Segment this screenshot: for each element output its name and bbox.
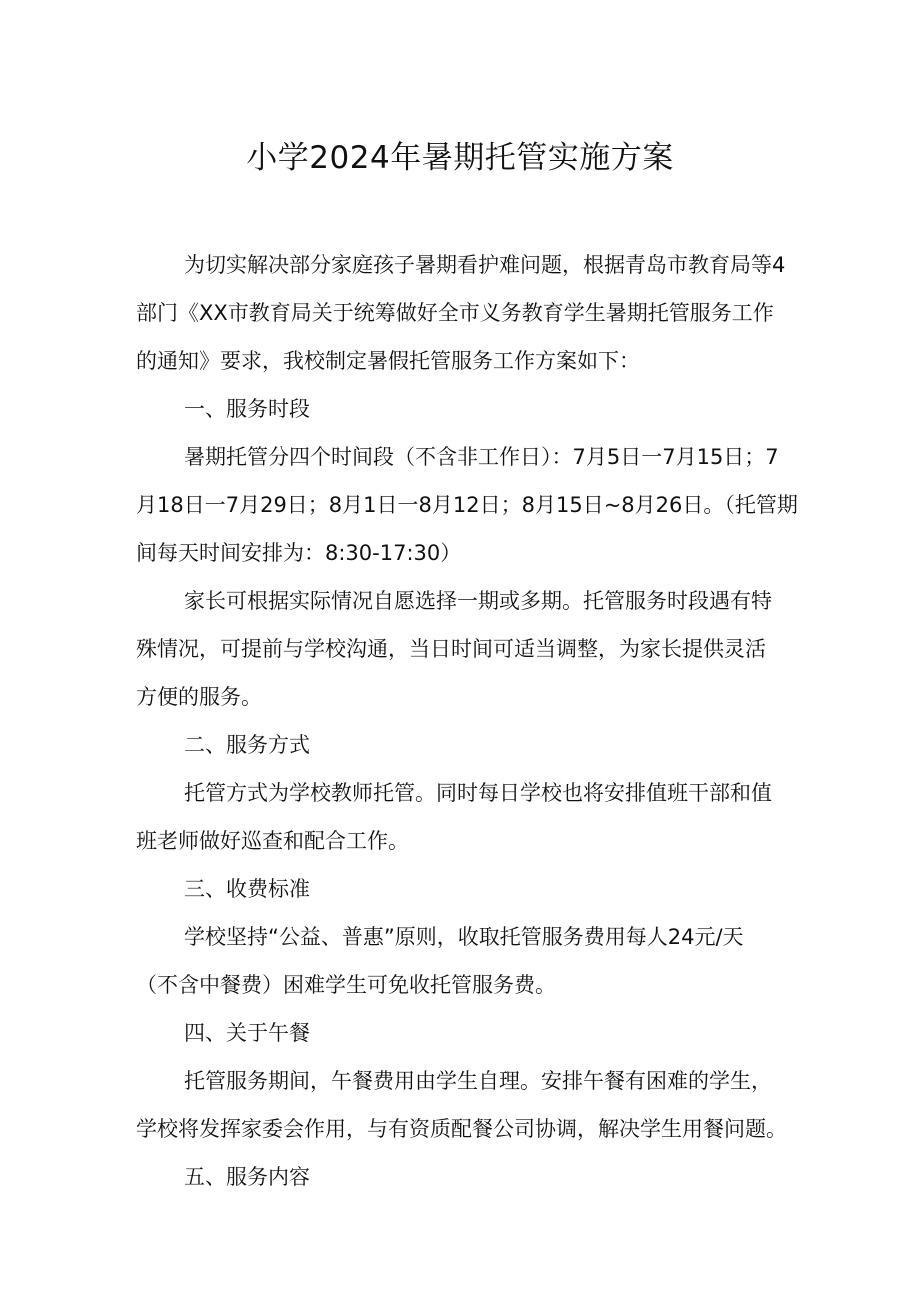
text-line: 间每天时间安排为：8:30-17:30）: [136, 541, 462, 565]
paragraph-lunch: [136, 1057, 796, 1153]
text-line: 托管服务期间，午餐费用由学生自理。安排午餐有困难的学生，: [184, 1069, 772, 1093]
document-body: [136, 241, 796, 1201]
text-line: 家长可根据实际情况自愿选择一期或多期。托管服务时段遇有特: [184, 589, 772, 613]
text-line: 为切实解决部分家庭孩子暑期看护难问题，根据青岛市教育局等4: [184, 253, 786, 277]
paragraph-method: [136, 769, 796, 865]
text-line: 托管方式为学校教师托管。同时每日学校也将安排值班干部和值: [184, 781, 772, 805]
paragraph-periods: [136, 433, 796, 577]
text-line: 四、关于午餐: [184, 1021, 310, 1045]
text-line: 暑期托管分四个时间段（不含非工作日）：7月5日一7月15日；7: [184, 445, 779, 469]
section-heading-service-method: [136, 721, 796, 769]
text-line: 班老师做好巡查和配合工作。: [136, 829, 409, 853]
text-line: 部门《XX市教育局关于统筹做好全市义务教育学生暑期托管服务工作: [136, 301, 774, 325]
text-line: 的通知》要求，我校制定暑假托管服务工作方案如下：: [136, 349, 640, 373]
text-line: （不含中餐费）困难学生可免收托管服务费。: [136, 973, 556, 997]
text-line: 月18日一7月29日；8月1日一8月12日；8月15日~8月26日。（托管期: [136, 493, 798, 517]
section-heading-lunch: [136, 1009, 796, 1057]
text-line: 一、服务时段: [184, 397, 310, 421]
section-heading-fees: [136, 865, 796, 913]
text-line: 三、收费标准: [184, 877, 310, 901]
document-title: 小学2024年暑期托管实施方案: [246, 140, 674, 176]
paragraph-fees: [136, 913, 796, 1009]
text-line: 殊情况，可提前与学校沟通，当日时间可适当调整，为家长提供灵活: [136, 637, 766, 661]
text-line: 学校将发挥家委会作用，与有资质配餐公司协调，解决学生用餐问题。: [136, 1117, 787, 1141]
text-line: 二、服务方式: [184, 733, 310, 757]
section-heading-service-content: [136, 1153, 796, 1201]
text-line: 五、服务内容: [184, 1165, 310, 1189]
paragraph-parent-choice: [136, 577, 796, 721]
section-heading-service-period: [136, 385, 796, 433]
text-line: 学校坚持“公益、普惠”原则，收取托管服务费用每人24元/天: [184, 925, 744, 949]
paragraph-intro: [136, 241, 796, 385]
text-line: 方便的服务。: [136, 685, 262, 709]
